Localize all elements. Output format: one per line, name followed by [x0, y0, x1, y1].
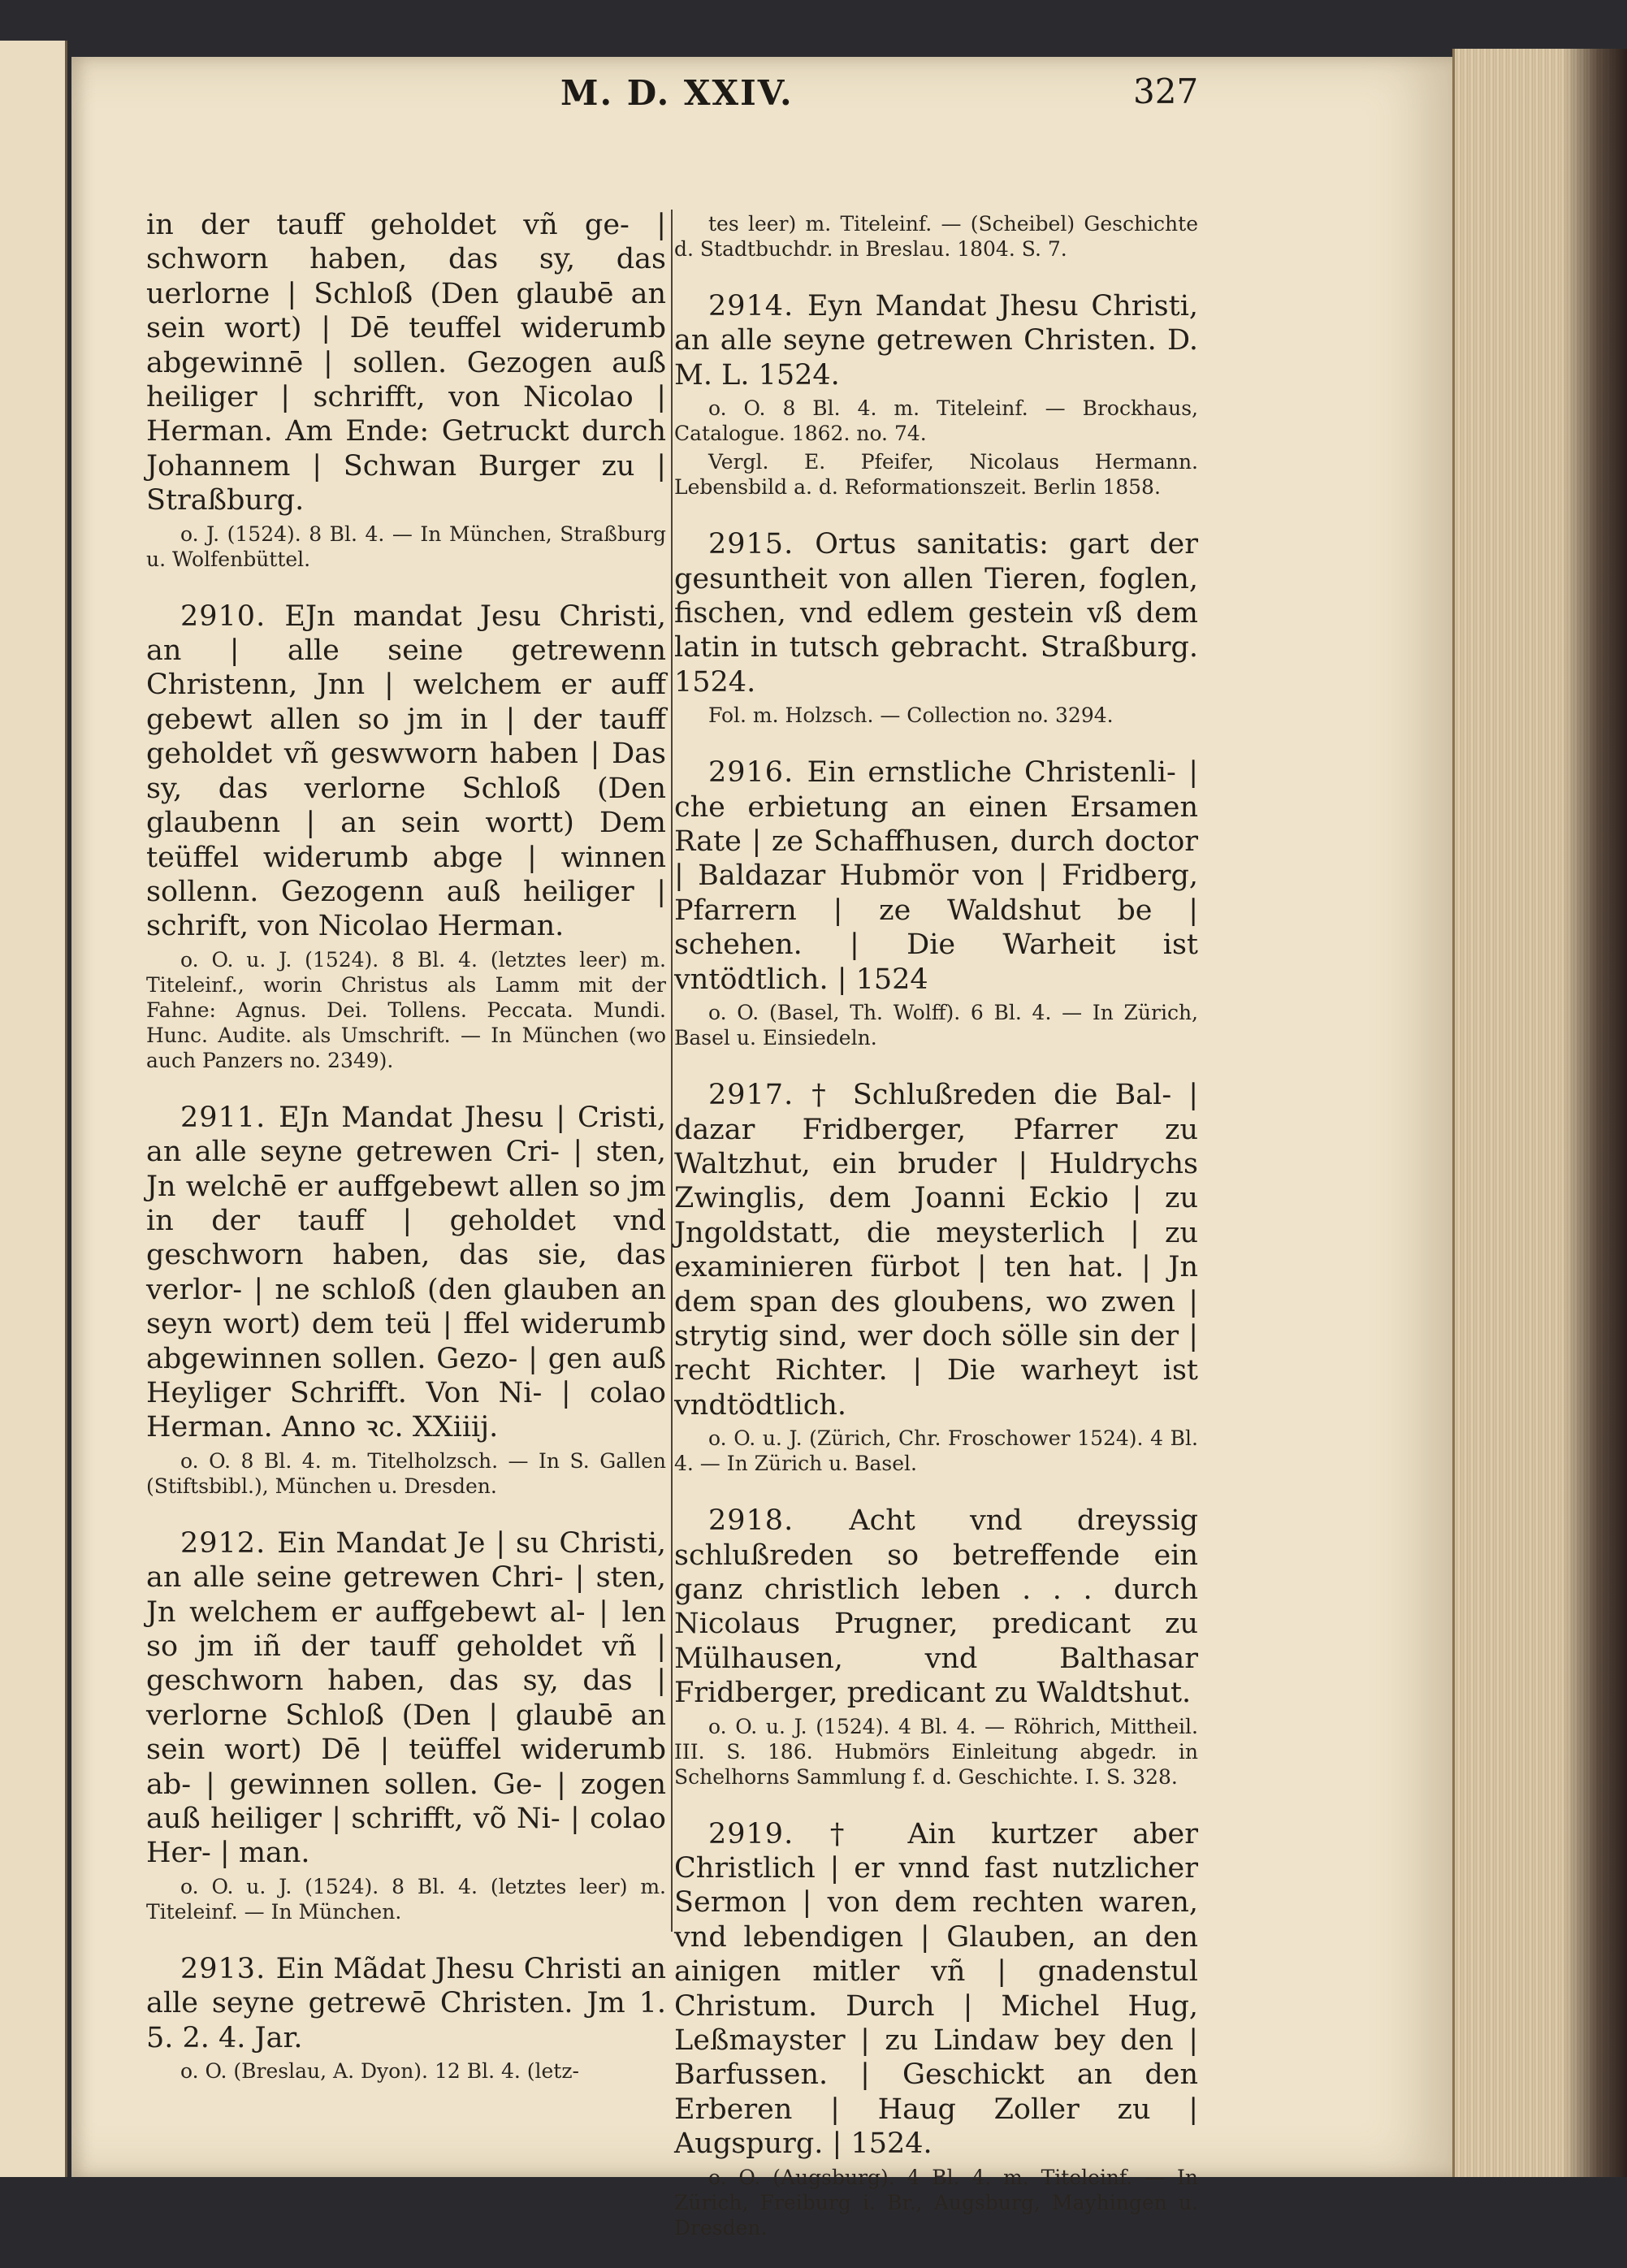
entry-text: Ein Mãdat Jhesu Christi an alle seyne getrewē Christen. Jm 1. 5. 2. 4. Jar.: [146, 1952, 666, 2054]
entry-title: [674, 1817, 1198, 2162]
running-head: M. D. XXIV.: [560, 73, 794, 113]
entry-number: 2910.: [180, 599, 285, 633]
entry-note: Vergl. E. Pfeifer, Nicolaus Hermann. Lebensbild a. d. Reformationszeit. Berlin 1858.: [674, 450, 1198, 500]
entry-text: Ortus sanitatis: gart der gesuntheit von allen Tieren, foglen, fischen, vnd edlem gestein vß dem latin in tutsch gebracht. Straßburg. 1524.: [674, 528, 1198, 699]
entry-title: [674, 1078, 1198, 1422]
page-block-edges: [1452, 49, 1627, 2177]
entry-note: o. O. (Breslau, A. Dyon). 12 Bl. 4. (letz-: [180, 2059, 579, 2084]
entry-number: 2919. †: [708, 1817, 908, 1850]
entry-note: o. O. (Augsburg). 4 Bl. 4. m. Titeleinf. — In Zürich, Freiburg i. Br., Augsburg, Mayhingen u. Dresden.: [674, 2165, 1198, 2240]
entry-number: 2911.: [180, 1101, 279, 1134]
entry-title: [146, 208, 666, 518]
facing-page-edge: [0, 41, 67, 2177]
entry-title: [674, 527, 1198, 699]
page-number: 327: [1133, 71, 1199, 111]
bibliography-entry: [146, 1952, 666, 2084]
entry-note: o. O. 8 Bl. 4. m. Titeleinf. — Brockhaus, Catalogue. 1862. no. 74.: [674, 396, 1198, 446]
bibliography-entry: [146, 1101, 666, 1499]
entry-title: [146, 599, 666, 944]
entry-text: Schlußreden die Bal- | dazar Fridberger, Pfarrer zu Waltzhut, ein bruder | Huldrychs Zwinglis, dem Joanni Eckio | zu Jngoldstatt, die meysterlich | zu examinieren fürbot | ten hat. | Jn dem span des gloubens, wo zwen | strytig sind, wer doch sölle sin der | recht Richter. | Die warheyt ist vndtödtlich.: [674, 1079, 1198, 1422]
entry-title: [146, 1101, 666, 1445]
bibliography-entry: [146, 599, 666, 1073]
entry-title: [674, 755, 1198, 997]
bibliography-entry: [674, 527, 1198, 728]
bibliography-entry: [674, 1504, 1198, 1789]
entry-number: 2912.: [180, 1526, 278, 1560]
entry-number: 2918.: [708, 1504, 850, 1538]
entry-number: 2914.: [708, 290, 807, 322]
bibliography-entry: [674, 211, 1198, 262]
entry-text: Eyn Mandat Jhesu Christi, an alle seyne getrewen Christen. D. M. L. 1524.: [674, 290, 1199, 392]
entry-text: EJn mandat Jesu Christi, an | alle seine getrewenn Christenn, Jnn | welchem er auff gebewt allen so jm in | der tauff geholdet vñ geswworn haben | Das sy, das verlorne Schloß (Den glaubenn | an sein wortt) Dem teüffel widerumb abge | winnen sollenn. Gezogenn auß heiliger | schrift, von Nicolao Herman.: [146, 599, 666, 943]
entry-title: [146, 1952, 666, 2055]
bibliography-entry: [146, 208, 666, 572]
entry-number: 2913.: [180, 1952, 276, 1985]
entry-number: 2916.: [708, 756, 807, 790]
entry-note: tes leer) m. Titeleinf. — (Scheibel) Geschichte d. Stadtbuchdr. in Breslau. 1804. S. 7.: [674, 212, 1198, 261]
entry-number: 2917. †: [708, 1079, 853, 1112]
entry-note: o. O. u. J. (1524). 8 Bl. 4. (letztes leer) m. Titeleinf., worin Christus als Lamm mit der Fahne: Agnus. Dei. Tollens. Peccata. Mundi. Hunc. Audite. als Umschrift. — In München (wo auch Panzers no. 2349).: [146, 947, 666, 1072]
entry-note: o. O. 8 Bl. 4. m. Titelholzsch. — In S. Gallen (Stiftsbibl.), München u. Dresden.: [146, 1448, 666, 1498]
entry-note: o. J. (1524). 8 Bl. 4. — In München, Straßburg u. Wolfenbüttel.: [146, 522, 666, 571]
entry-title: [674, 289, 1198, 392]
entry-note: Fol. m. Holzsch. — Collection no. 3294.: [708, 703, 1114, 728]
entry-note: o. O. u. J. (1524). 8 Bl. 4. (letztes leer) m. Titeleinf. — In München.: [146, 1874, 666, 1924]
entry-note: o. O. (Basel, Th. Wolff). 6 Bl. 4. — In Zürich, Basel u. Einsiedeln.: [674, 1001, 1198, 1050]
bibliography-entry: [674, 1078, 1198, 1476]
entry-text: EJn Mandat Jhesu | Cristi, an alle seyne getrewen Cri- | sten, Jn welchē er auffgebewt allen so jm in der tauff | geholdet vnd geschworn haben, das sie, das verlor- | ne schloß (den glauben an seyn wort) dem teü | ffel widerumb abgewinnen sollen. Gezo- | gen auß Heyliger Schrifft. Von Ni- | colao Herman. Anno ꝛc. XXiiij.: [146, 1101, 666, 1444]
entry-text: Acht vnd dreyssig schlußreden so betreffende ein ganz christlich leben . . . durch Nicolaus Prugner, predicant zu Mülhausen, vnd Balthasar Fridberger, predicant zu Waldtshut.: [674, 1504, 1198, 1710]
entry-note: o. O. u. J. (1524). 4 Bl. 4. — Röhrich, Mittheil. III. S. 186. Hubmörs Einleitung abgedr. in Schelhorns Sammlung f. d. Geschichte. I. S. 328.: [674, 1714, 1198, 1789]
bibliography-entry: [674, 1817, 1198, 2240]
entry-text: Ain kurtzer aber Christlich | er vnnd fast nutzlicher Sermon | von dem rechten waren, vnd lebendigen | Glauben, an den ainigen mitler vñ | gnadenstul Christum. Durch | Michel Hug, Leßmayster | zu Lindaw bey den | Barfussen. | Geschickt an den Erberen | Haug Zoller zu | Augspurg. | 1524.: [674, 1817, 1198, 2161]
entry-text: in der tauff geholdet vñ ge- | schworn haben, das sy, das uerlorne | Schloß (Den glaubē an sein wort) | Dē teuffel widerumb abgewinnē | sollen. Gezogen auß heiliger | schrifft, von Nicolao | Herman. Am Ende: Getruckt durch Johannem | Schwan Burger zu | Straßburg.: [146, 209, 666, 517]
column-divider: [671, 210, 673, 1932]
bibliography-entry: [146, 1526, 666, 1924]
entry-title: [674, 1504, 1198, 1710]
bibliography-entry: [674, 289, 1198, 500]
entry-note: o. O. u. J. (Zürich, Chr. Froschower 1524). 4 Bl. 4. — In Zürich u. Basel.: [674, 1426, 1198, 1476]
left-column: [146, 208, 666, 2111]
entry-text: Ein Mandat Je | su Christi, an alle seine getrewen Chri- | sten, Jn welchem er auffgebewt al- | len so jm iñ der tauff geholdet vñ | geschworn haben, das sy, das | verlorne Schloß (Den | glaubē an sein wort) Dē | teüffel widerumb ab- | gewinnen sollen. Ge- | zogen auß heiliger | schrifft, võ Ni- | colao Her- | man.: [146, 1526, 667, 1870]
right-column: [674, 208, 1198, 2268]
entry-title: [146, 1526, 666, 1871]
bibliography-entry: [674, 755, 1198, 1050]
entry-number: 2915.: [708, 528, 816, 561]
entry-text: Ein ernstliche Christenli- | che erbietung an einen Ersamen Rate | ze Schaffhusen, durch doctor | Baldazar Hubmör von | Fridberg, Pfarrern | ze Waldshut be | schehen. | Die Warheit ist vntödtlich. | 1524: [674, 756, 1199, 996]
